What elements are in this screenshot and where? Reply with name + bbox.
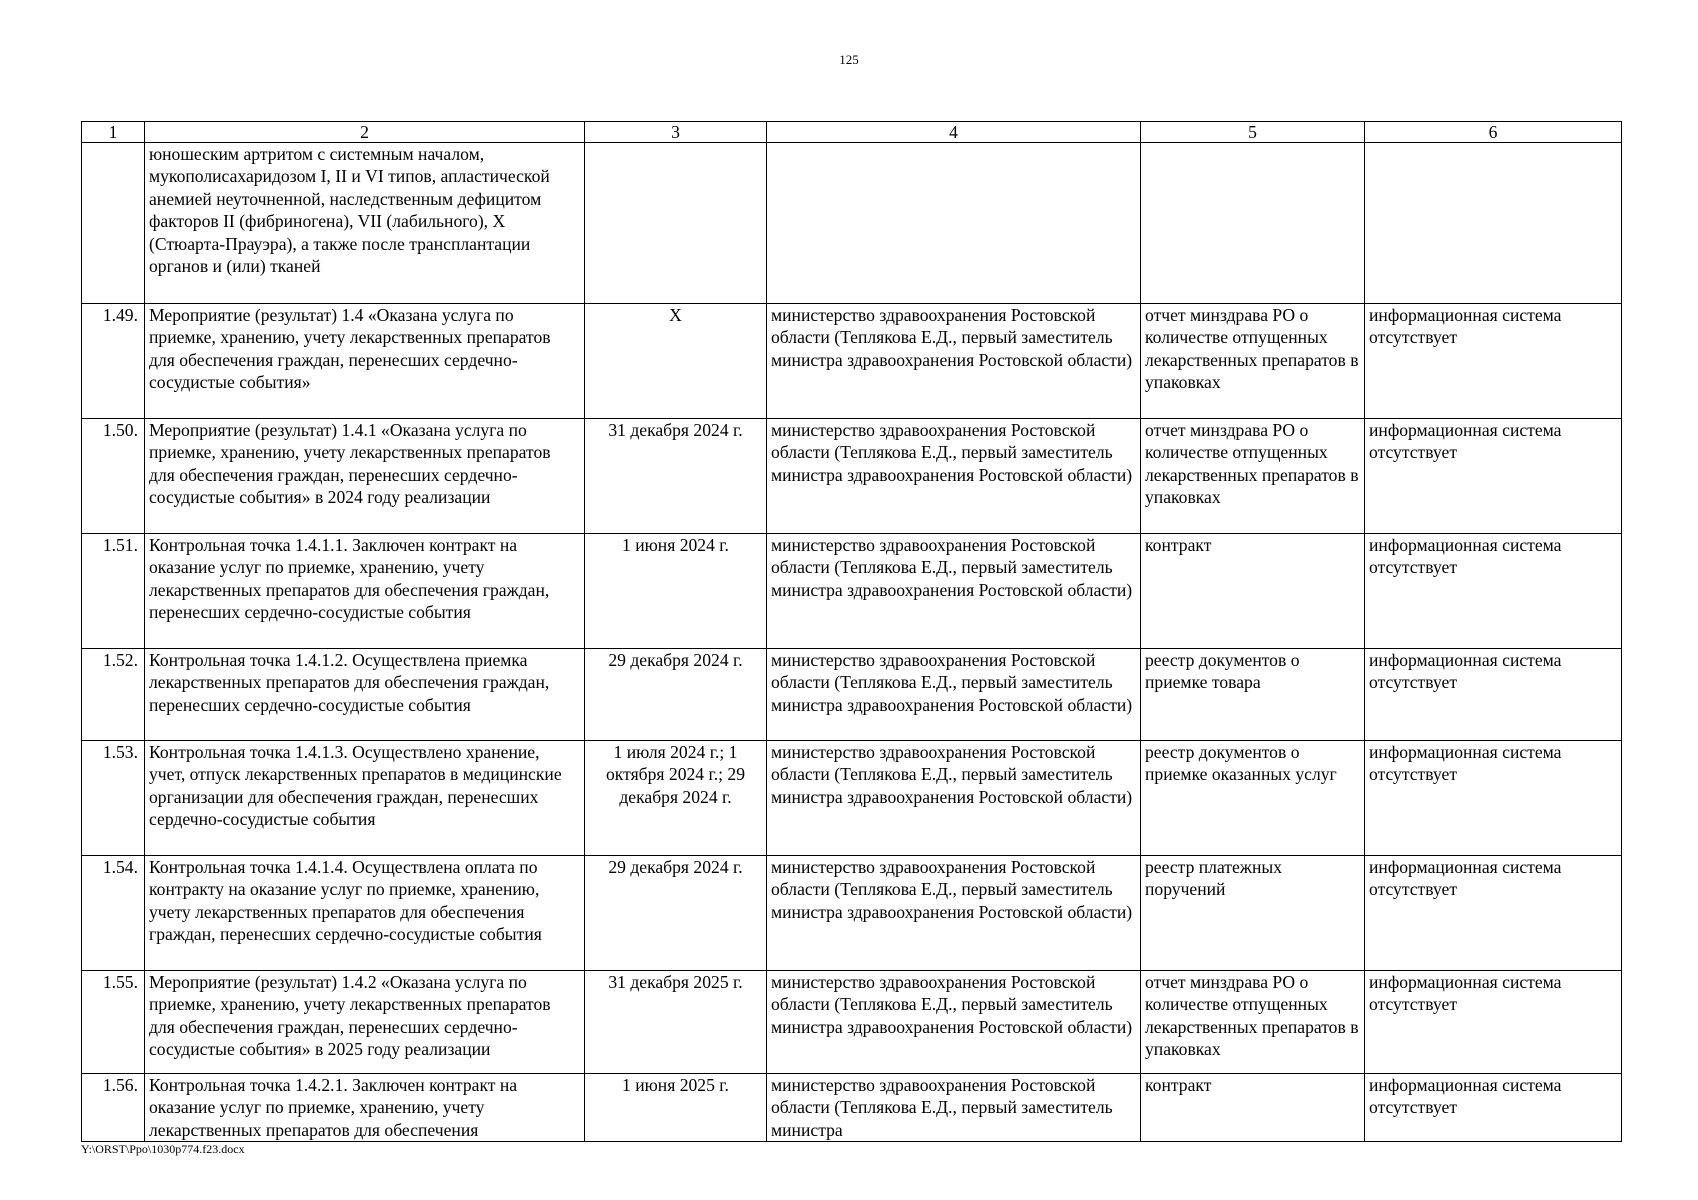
row-name: Мероприятие (результат) 1.4.1 «Оказана услуга по приемке, хранению, учету лекарственных препаратов для обеспечения граждан, перенесших сердечно-сосудистые события» в 2024 году реализации — [145, 419, 585, 534]
row-name: Контрольная точка 1.4.1.1. Заключен контракт на оказание услуг по приемке, хранению, учету лекарственных препаратов для обеспечения граждан, перенесших сердечно-сосудистые события — [145, 534, 585, 649]
row-name: юношеским артритом с системным началом, мукополисахаридозом I, II и VI типов, апластической анемией неуточненной, наследственным дефицитом факторов II (фибриногена), VII (лабильного), X (Стюарта-Прауэра), а также после трансплантации органов и (или) тканей — [145, 143, 585, 304]
row-date: 29 декабря 2024 г. — [585, 649, 767, 741]
row-name: Мероприятие (результат) 1.4 «Оказана услуга по приемке, хранению, учету лекарственных препаратов для обеспечения граждан, перенесших сердечно-сосудистые события» — [145, 304, 585, 419]
row-system: информационная система отсутствует — [1365, 971, 1622, 1074]
table-row — [82, 971, 1622, 1074]
row-system: информационная система отсутствует — [1365, 304, 1622, 419]
row-responsible: министерство здравоохранения Ростовской области (Теплякова Е.Д., первый заместитель министра здравоохранения Ростовской области) — [767, 649, 1141, 741]
page-number: 125 — [839, 52, 859, 67]
table-row — [82, 304, 1622, 419]
row-date: 1 июля 2024 г.; 1 октября 2024 г.; 29 декабря 2024 г. — [585, 741, 767, 856]
table-header — [82, 122, 1622, 143]
row-system: информационная система отсутствует — [1365, 649, 1622, 741]
header-row — [82, 122, 1622, 143]
header-col-3: 3 — [585, 122, 767, 143]
row-number: 1.49. — [82, 304, 145, 419]
header-col-2: 2 — [145, 122, 585, 143]
row-document: реестр документов о приемке оказанных услуг — [1141, 741, 1365, 856]
row-system — [1365, 143, 1622, 304]
row-system: информационная система отсутствует — [1365, 741, 1622, 856]
row-date: 1 июня 2025 г. — [585, 1074, 767, 1142]
row-date — [585, 143, 767, 304]
row-name: Контрольная точка 1.4.1.4. Осуществлена оплата по контракту на оказание услуг по приемке, хранению, учету лекарственных препаратов для обеспечения граждан, перенесших сердечно-сосудистые события — [145, 856, 585, 971]
header-col-4: 4 — [767, 122, 1141, 143]
table-row — [82, 143, 1622, 304]
row-document: отчет минздрава РО о количестве отпущенных лекарственных препаратов в упаковках — [1141, 419, 1365, 534]
row-document: реестр документов о приемке товара — [1141, 649, 1365, 741]
row-responsible: министерство здравоохранения Ростовской области (Теплякова Е.Д., первый заместитель министра здравоохранения Ростовской области) — [767, 534, 1141, 649]
row-number: 1.54. — [82, 856, 145, 971]
header-col-5: 5 — [1141, 122, 1365, 143]
footer-file-path: Y:\ORST\Ppo\1030p774.f23.docx — [81, 1142, 245, 1156]
row-responsible — [767, 143, 1141, 304]
row-number: 1.56. — [82, 1074, 145, 1142]
row-document: контракт — [1141, 534, 1365, 649]
row-system: информационная система отсутствует — [1365, 1074, 1622, 1142]
row-name: Контрольная точка 1.4.2.1. Заключен контракт на оказание услуг по приемке, хранению, учету лекарственных препаратов для обеспечения — [145, 1074, 585, 1142]
row-responsible: министерство здравоохранения Ростовской области (Теплякова Е.Д., первый заместитель министра здравоохранения Ростовской области) — [767, 971, 1141, 1074]
row-date: X — [585, 304, 767, 419]
row-document: отчет минздрава РО о количестве отпущенных лекарственных препаратов в упаковках — [1141, 971, 1365, 1074]
row-responsible: министерство здравоохранения Ростовской области (Теплякова Е.Д., первый заместитель министра здравоохранения Ростовской области) — [767, 856, 1141, 971]
row-responsible: министерство здравоохранения Ростовской области (Теплякова Е.Д., первый заместитель министра здравоохранения Ростовской области) — [767, 741, 1141, 856]
table-row — [82, 1074, 1622, 1142]
measures-table — [81, 121, 1622, 1142]
table-row — [82, 741, 1622, 856]
row-date: 1 июня 2024 г. — [585, 534, 767, 649]
row-system: информационная система отсутствует — [1365, 856, 1622, 971]
header-col-1: 1 — [82, 122, 145, 143]
row-responsible: министерство здравоохранения Ростовской области (Теплякова Е.Д., первый заместитель министра здравоохранения Ростовской области) — [767, 304, 1141, 419]
row-document: контракт — [1141, 1074, 1365, 1142]
table-row — [82, 856, 1622, 971]
row-date: 29 декабря 2024 г. — [585, 856, 767, 971]
row-name: Мероприятие (результат) 1.4.2 «Оказана услуга по приемке, хранению, учету лекарственных препаратов для обеспечения граждан, перенесших сердечно-сосудистые события» в 2025 году реализации — [145, 971, 585, 1074]
row-document: отчет минздрава РО о количестве отпущенных лекарственных препаратов в упаковках — [1141, 304, 1365, 419]
row-document: реестр платежных поручений — [1141, 856, 1365, 971]
row-name: Контрольная точка 1.4.1.3. Осуществлено хранение, учет, отпуск лекарственных препаратов в медицинские организации для обеспечения граждан, перенесших сердечно-сосудистые события — [145, 741, 585, 856]
table-row — [82, 419, 1622, 534]
row-number: 1.50. — [82, 419, 145, 534]
table-row — [82, 649, 1622, 741]
row-system: информационная система отсутствует — [1365, 534, 1622, 649]
row-date: 31 декабря 2025 г. — [585, 971, 767, 1074]
row-number: 1.52. — [82, 649, 145, 741]
table-row — [82, 534, 1622, 649]
table-body — [82, 143, 1622, 1142]
row-responsible: министерство здравоохранения Ростовской области (Теплякова Е.Д., первый заместитель министра — [767, 1074, 1141, 1142]
header-col-6: 6 — [1365, 122, 1622, 143]
row-date: 31 декабря 2024 г. — [585, 419, 767, 534]
row-number: 1.51. — [82, 534, 145, 649]
row-name: Контрольная точка 1.4.1.2. Осуществлена приемка лекарственных препаратов для обеспечения граждан, перенесших сердечно-сосудистые события — [145, 649, 585, 741]
row-responsible: министерство здравоохранения Ростовской области (Теплякова Е.Д., первый заместитель министра здравоохранения Ростовской области) — [767, 419, 1141, 534]
row-number: 1.55. — [82, 971, 145, 1074]
row-document — [1141, 143, 1365, 304]
row-number: 1.53. — [82, 741, 145, 856]
row-system: информационная система отсутствует — [1365, 419, 1622, 534]
row-number — [82, 143, 145, 304]
